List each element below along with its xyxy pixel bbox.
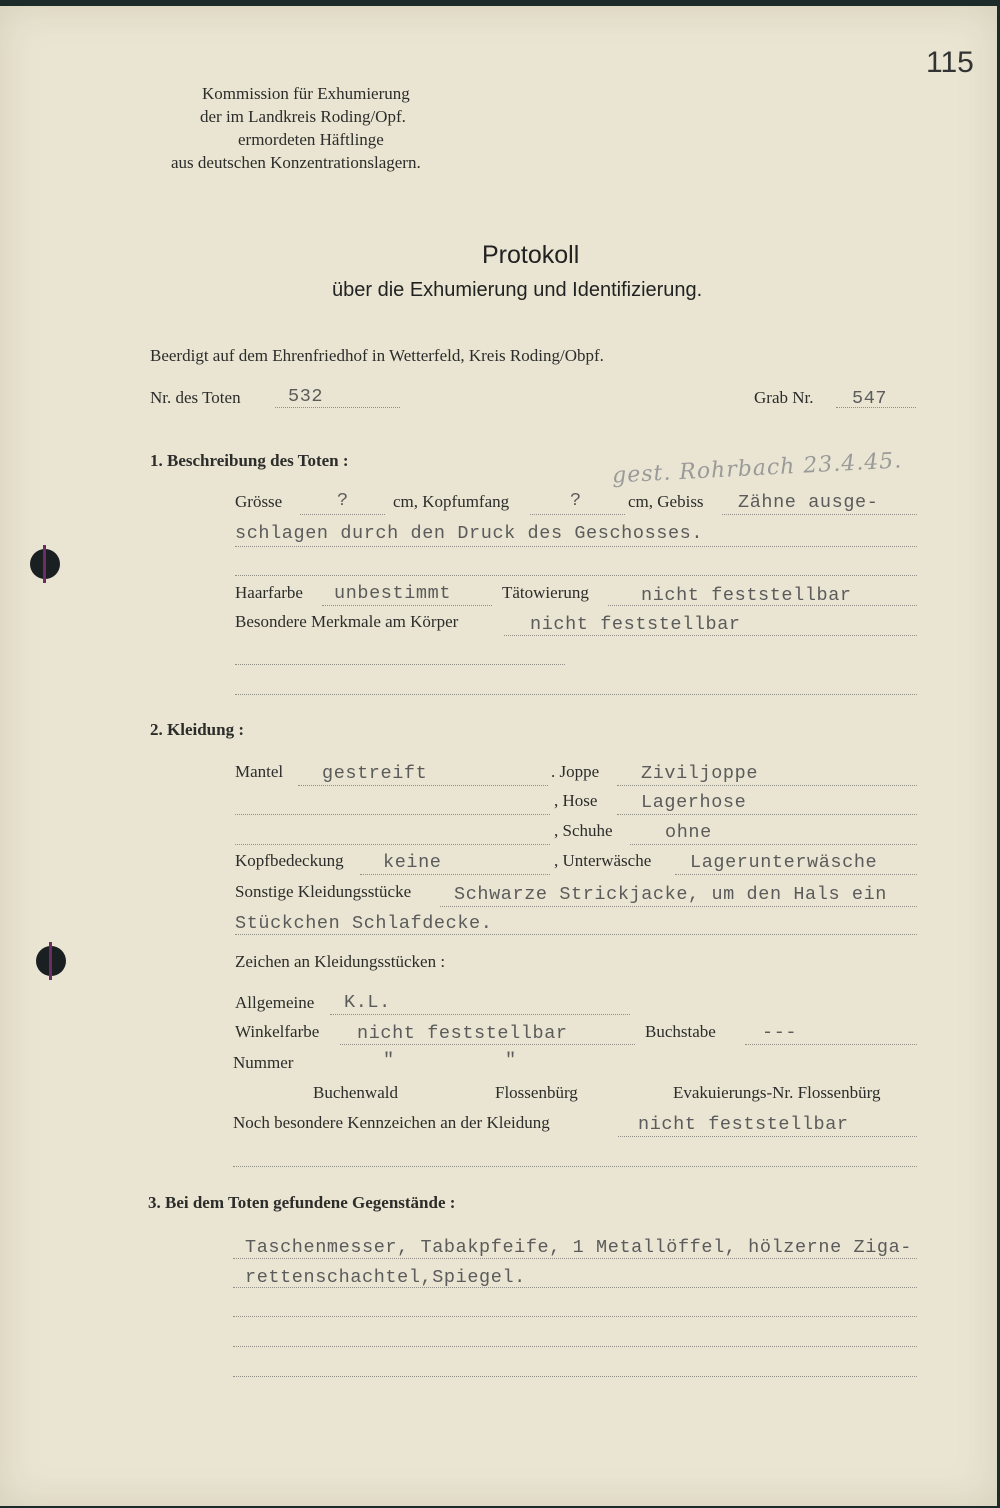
gebiss-line xyxy=(722,514,917,515)
gebiss-label: cm, Gebiss xyxy=(628,492,704,511)
section-3-line-3 xyxy=(233,1316,917,1317)
section-3-value-1: Taschenmesser, Tabakpfeife, 1 Metallöffel, hölzerne Ziga- xyxy=(245,1237,913,1258)
joppe-label: . Joppe xyxy=(551,762,600,781)
winkelfarbe-label: Winkelfarbe xyxy=(235,1022,320,1041)
mantel-value: gestreift xyxy=(322,763,428,784)
schuhe-label: , Schuhe xyxy=(554,821,613,840)
section-2-heading: 2. Kleidung : xyxy=(150,720,244,739)
grab-label: Grab Nr. xyxy=(754,388,814,407)
mantel-line xyxy=(298,785,548,786)
section-3-heading: 3. Bei dem Toten gefundene Gegenstände : xyxy=(148,1193,456,1212)
taetowierung-value: nicht feststellbar xyxy=(641,585,852,606)
protocol-title: Protokoll xyxy=(482,241,580,269)
buchstabe-value: --- xyxy=(762,1022,798,1043)
unterwaesche-label: , Unterwäsche xyxy=(554,851,652,870)
kopfbedeckung-label: Kopfbedeckung xyxy=(235,851,344,870)
allgemeine-line xyxy=(330,1014,630,1015)
hose-line xyxy=(617,814,917,815)
header-line-1: Kommission für Exhumierung xyxy=(202,84,410,103)
buchenwald-label: Buchenwald xyxy=(313,1083,398,1102)
protocol-subtitle: über die Exhumierung und Identifizierung. xyxy=(332,279,703,301)
sonstige-line xyxy=(440,906,917,907)
haarfarbe-label: Haarfarbe xyxy=(235,583,303,602)
blank-line-d xyxy=(235,814,550,815)
sonstige-label: Sonstige Kleidungsstücke xyxy=(235,882,412,901)
merkmale-label: Besondere Merkmale am Körper xyxy=(235,612,459,631)
haarfarbe-line xyxy=(322,605,492,606)
hose-label: , Hose xyxy=(554,791,598,810)
schuhe-line xyxy=(630,844,917,845)
haarfarbe-value: unbestimmt xyxy=(334,583,452,604)
winkelfarbe-line xyxy=(340,1044,635,1045)
joppe-value: Ziviljoppe xyxy=(641,763,759,784)
kopfumfang-label: cm, Kopfumfang xyxy=(393,492,510,511)
section-3-value-2: rettenschachtel,Spiegel. xyxy=(245,1267,526,1288)
kennzeichen-line xyxy=(618,1136,917,1137)
blank-line-a xyxy=(235,575,917,576)
sonstige-line-2 xyxy=(235,934,917,935)
unterwaesche-line xyxy=(675,874,917,875)
evakuierung-label: Evakuierungs-Nr. Flossenbürg xyxy=(673,1083,881,1102)
flossenbuerg-label: Flossenbürg xyxy=(495,1083,578,1102)
blank-line-b xyxy=(235,664,565,665)
grab-value: 547 xyxy=(852,388,888,409)
buchstabe-label: Buchstabe xyxy=(645,1022,716,1041)
schuhe-value: ohne xyxy=(665,822,712,843)
punch-hole-top xyxy=(30,549,60,579)
section-3-line-1 xyxy=(233,1258,917,1259)
page-number: 115 xyxy=(926,46,974,79)
mantel-label: Mantel xyxy=(235,762,284,781)
nr-toten-line xyxy=(275,407,400,408)
zeichen-label: Zeichen an Kleidungsstücken : xyxy=(235,952,446,971)
joppe-line xyxy=(617,785,917,786)
allgemeine-value: K.L. xyxy=(344,992,391,1013)
kopfbedeckung-line xyxy=(360,874,550,875)
punch-hole-bottom xyxy=(36,946,66,976)
header-line-4: aus deutschen Konzentrationslagern. xyxy=(171,153,421,172)
nr-toten-value: 532 xyxy=(288,386,324,407)
header-line-3: ermordeten Häftlinge xyxy=(238,130,384,149)
unterwaesche-value: Lagerunterwäsche xyxy=(690,852,878,873)
gebiss-line-2 xyxy=(235,546,917,547)
nr-toten-label: Nr. des Toten xyxy=(150,388,241,407)
groesse-label: Grösse xyxy=(235,492,283,511)
kopfbedeckung-value: keine xyxy=(383,852,442,873)
kennzeichen-label: Noch besondere Kennzeichen an der Kleidung xyxy=(233,1113,550,1132)
document-sheet xyxy=(0,6,997,1506)
gebiss-value-1: Zähne ausge- xyxy=(738,492,879,513)
nummer-value-2: " xyxy=(505,1050,517,1071)
section-1-heading: 1. Beschreibung des Toten : xyxy=(150,451,349,470)
gebiss-value-2: schlagen durch den Druck des Geschosses. xyxy=(235,523,704,544)
blank-line-e xyxy=(235,844,550,845)
section-3-line-4 xyxy=(233,1346,917,1347)
groesse-line xyxy=(300,514,385,515)
sonstige-value-2: Stückchen Schlafdecke. xyxy=(235,913,493,934)
kopfumfang-line xyxy=(530,514,625,515)
section-3-line-5 xyxy=(233,1376,917,1377)
hose-value: Lagerhose xyxy=(641,792,747,813)
merkmale-line xyxy=(504,635,917,636)
burial-line: Beerdigt auf dem Ehrenfriedhof in Wetterfeld, Kreis Roding/Obpf. xyxy=(150,346,604,365)
nummer-label: Nummer xyxy=(233,1053,294,1072)
allgemeine-label: Allgemeine xyxy=(235,993,315,1012)
taetowierung-label: Tätowierung xyxy=(502,583,589,602)
nummer-value-1: " xyxy=(383,1050,395,1071)
merkmale-value: nicht feststellbar xyxy=(530,614,741,635)
header-line-2: der im Landkreis Roding/Opf. xyxy=(200,107,406,126)
buchstabe-line xyxy=(745,1044,917,1045)
sonstige-value-1: Schwarze Strickjacke, um den Hals ein xyxy=(454,884,887,905)
groesse-value: ? xyxy=(337,490,349,511)
blank-line-c xyxy=(235,694,917,695)
blank-line-f xyxy=(233,1166,917,1167)
kennzeichen-value: nicht feststellbar xyxy=(638,1114,849,1135)
winkelfarbe-value: nicht feststellbar xyxy=(357,1023,568,1044)
kopfumfang-value: ? xyxy=(570,490,582,511)
handwritten-death-note: gest. Rohrbach 23.4.45. xyxy=(611,448,903,489)
